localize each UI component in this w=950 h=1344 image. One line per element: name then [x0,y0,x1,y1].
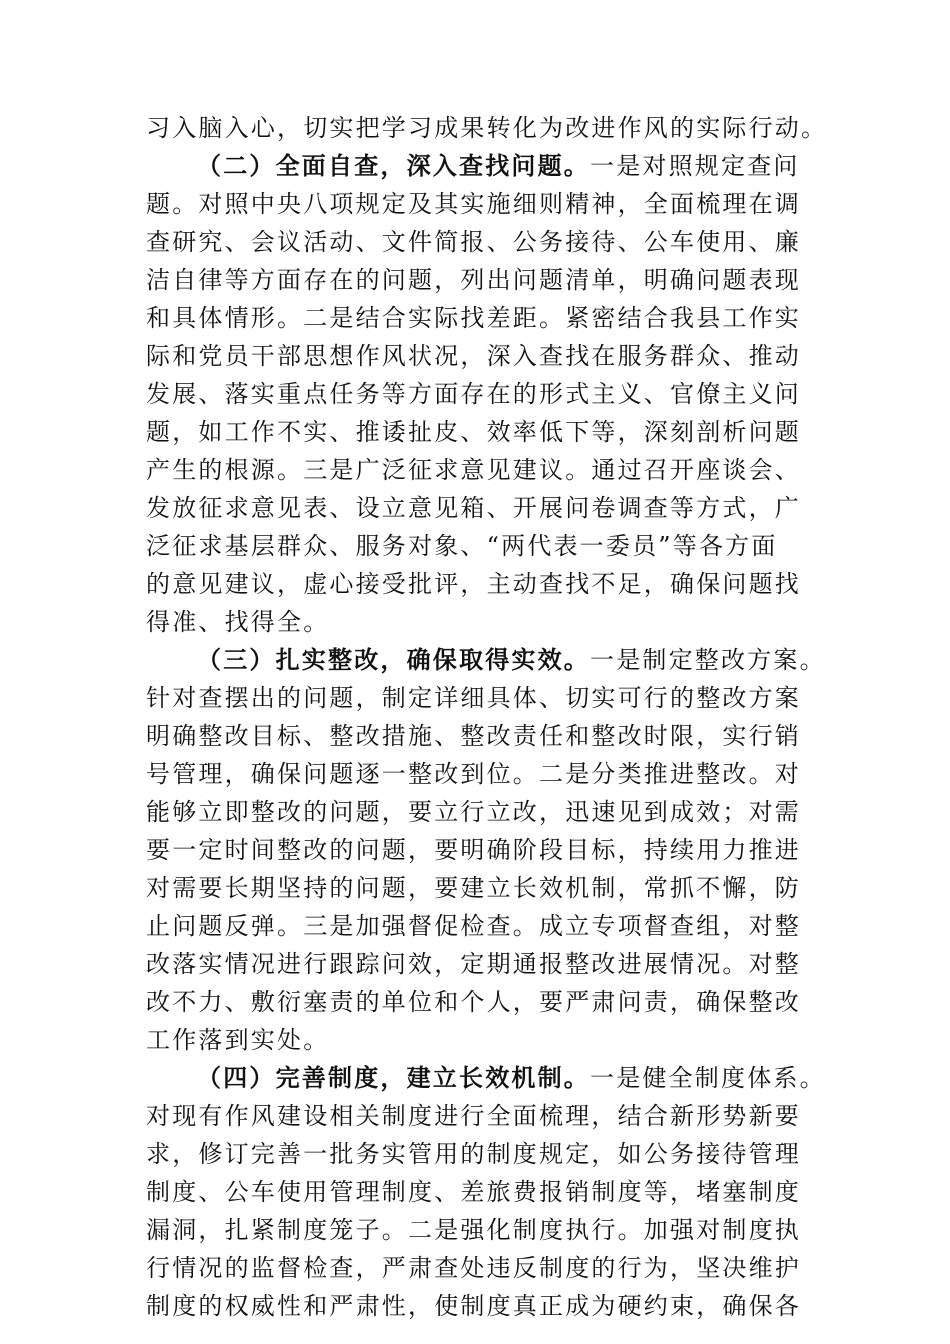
paragraph-line: 止问题反弹。三是加强督促检查。成立专项督查组，对整 [146,912,801,940]
section-3-heading: （三）扎实整改，确保取得实效。 [197,646,590,674]
paragraph-line: 要一定时间整改的问题，要明确阶段目标，持续用力推进 [146,836,801,864]
paragraph-line: 发放征求意见表、设立意见箱、开展问卷调查等方式，广 [146,494,801,522]
paragraph-line: 制度的权威性和严肃性，使制度真正成为硬约束，确保各 [146,1292,801,1320]
section-2-first-line [197,148,817,184]
paragraph-line: 明确整改目标、整改措施、整改责任和整改时限，实行销 [146,722,801,750]
paragraph-line: 习入脑入心，切实把学习成果转化为改进作风的实际行动。 [146,114,828,142]
paragraph-line: 泛征求基层群众、服务对象、“两代表一委员”等各方面 [146,532,778,560]
paragraph-line: 工作落到实处。 [146,1026,330,1054]
paragraph-line: 题，如工作不实、推诿扯皮、效率低下等，深刻剖析问题 [146,418,801,446]
paragraph-line: 针对查摆出的问题，制定详细具体、切实可行的整改方案 [146,684,801,712]
section-2-text: 一是对照规定查问 [590,152,800,180]
paragraph-line: 行情况的监督检查，严肃查处违反制度的行为，坚决维护 [146,1254,801,1282]
paragraph-line: 对需要长期坚持的问题，要建立长效机制，常抓不懈，防 [146,874,801,902]
paragraph-line: 改落实情况进行跟踪问效，定期通报整改进展情况。对整 [146,950,801,978]
paragraph-line: 对现有作风建设相关制度进行全面梳理，结合新形势新要 [146,1102,801,1130]
section-2-heading: （二）全面自查，深入查找问题。 [197,152,590,180]
paragraph-line: 查研究、会议活动、文件简报、公务接待、公车使用、廉 [146,228,801,256]
paragraph-line: 号管理，确保问题逐一整改到位。二是分类推进整改。对 [146,760,801,788]
paragraph-line: 求，修订完善一批务实管用的制度规定，如公务接待管理 [146,1140,801,1168]
section-4-first-line [197,1060,826,1096]
section-4-text: 一是健全制度体系。 [590,1064,826,1092]
section-3-text: 一是制定整改方案。 [590,646,826,674]
paragraph-line: 能够立即整改的问题，要立行立改，迅速见到成效；对需 [146,798,801,826]
paragraph-line: 得准、找得全。 [146,608,330,636]
paragraph-line: 际和党员干部思想作风状况，深入查找在服务群众、推动 [146,342,801,370]
paragraph-line: 的意见建议，虚心接受批评，主动查找不足，确保问题找 [146,570,801,598]
paragraph-line: 题。对照中央八项规定及其实施细则精神，全面梳理在调 [146,190,801,218]
paragraph-line: 改不力、敷衍塞责的单位和个人，要严肃问责，确保整改 [146,988,801,1016]
paragraph-line: 洁自律等方面存在的问题，列出问题清单，明确问题表现 [146,266,801,294]
paragraph-line: 发展、落实重点任务等方面存在的形式主义、官僚主义问 [146,380,801,408]
paragraph-line: 产生的根源。三是广泛征求意见建议。通过召开座谈会、 [146,456,801,484]
paragraph-line: 制度、公车使用管理制度、差旅费报销制度等，堵塞制度 [146,1178,801,1206]
section-4-heading: （四）完善制度，建立长效机制。 [197,1064,590,1092]
paragraph-line: 和具体情形。二是结合实际找差距。紧密结合我县工作实 [146,304,801,332]
section-3-first-line [197,642,826,678]
paragraph-line: 漏洞，扎紧制度笼子。二是强化制度执行。加强对制度执 [146,1216,801,1244]
